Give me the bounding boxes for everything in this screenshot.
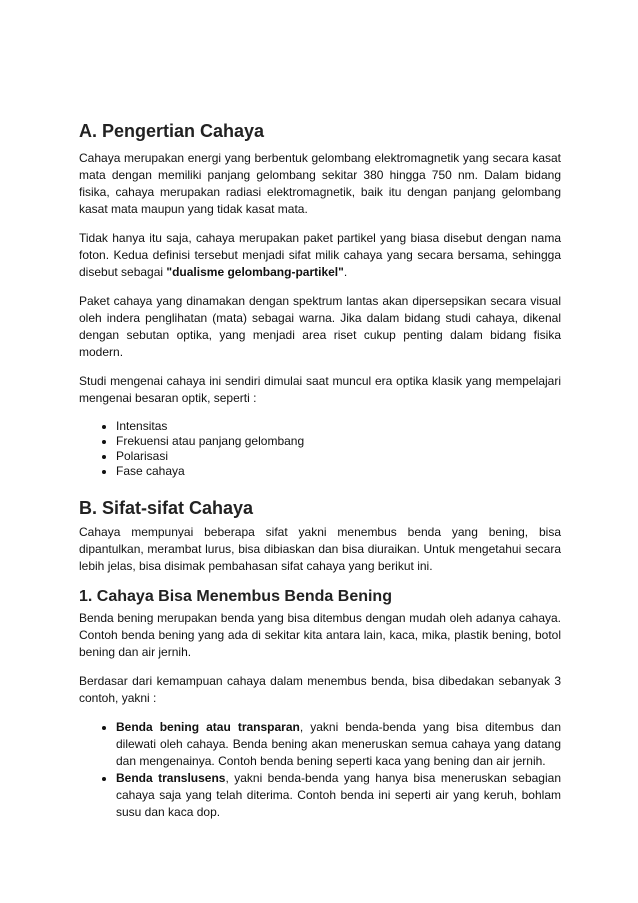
list-item-text: , yakni benda-benda yang bisa ditembus dan dilewati oleh cahaya. Benda bening akan meneruskan semua cahaya yang datang dan mengenainya. Contoh benda bening seperti kaca yang bening dan air jernih. — [116, 720, 561, 768]
paragraph-text: Tidak hanya itu saja, cahaya merupakan paket partikel yang biasa disebut dengan nama foton. Kedua definisi tersebut menjadi sifat milik cahaya yang secara bersama, sehingga disebut sebagai — [79, 231, 561, 279]
object-types-list — [79, 719, 561, 821]
bold-term: "dualisme gelombang-partikel" — [166, 265, 344, 279]
list-item: • Fase cahaya — [116, 464, 561, 479]
document-page — [79, 120, 561, 821]
subsection-1-paragraph-2: Berdasar dari kemampuan cahaya dalam menembus benda, bisa dibedakan sebanyak 3 contoh, yakni : — [79, 674, 561, 705]
section-b-paragraph-1: Cahaya mempunyai beberapa sifat yakni menembus benda yang bening, bisa dipantulkan, merambat lurus, bisa dibiaskan dan bisa diuraikan. Untuk mengetahui secara lebih jelas, bisa disimak pembahasan sifat cahaya yang berikut ini. — [79, 525, 561, 573]
subsection-1-heading: 1. Cahaya Bisa Menembus Benda Bening — [79, 588, 392, 605]
list-item: • Frekuensi atau panjang gelombang — [116, 434, 561, 449]
section-a-paragraph-3: Paket cahaya yang dinamakan dengan spektrum lantas akan dipersepsikan secara visual oleh indera penglihatan (mata) sebagai warna. Jika dalam bidang studi cahaya, dikenal dengan sebutan optika, yang menjadi area riset cukup penting dalam bidang fisika modern. — [79, 294, 561, 359]
paragraph-text: . — [343, 265, 348, 279]
optics-quantities-list — [79, 419, 561, 479]
subsection-1-paragraph-1: Benda bening merupakan benda yang bisa ditembus dengan mudah oleh adanya cahaya. Contoh benda bening yang ada di sekitar kita antara lain, kaca, mika, plastik bening, botol bening dan air jernih. — [79, 611, 561, 659]
section-a-paragraph-4: Studi mengenai cahaya ini sendiri dimulai saat muncul era optika klasik yang mempelajari mengenai besaran optik, seperti : — [79, 374, 561, 405]
list-item — [116, 719, 561, 770]
bold-term: Benda bening atau transparan — [116, 720, 300, 734]
list-item: • Intensitas — [116, 419, 561, 434]
section-a-heading: A. Pengertian Cahaya — [79, 121, 265, 141]
list-item-text: , yakni benda-benda yang hanya bisa meneruskan sebagian cahaya saja yang telah diterima. Contoh benda ini seperti air yang keruh, bohlam susu dan kaca dop. — [116, 771, 561, 819]
bold-term: Benda translusens — [116, 771, 226, 785]
section-a-paragraph-1: Cahaya merupakan energi yang berbentuk gelombang elektromagnetik yang secara kasat mata dengan memiliki panjang gelombang sekitar 380 hingga 750 nm. Dalam bidang fisika, cahaya merupakan radiasi elektromagnetik, baik itu dengan panjang gelombang kasat mata maupun yang tidak kasat mata. — [79, 151, 561, 216]
section-a-paragraph-2 — [79, 230, 561, 281]
section-b-heading: B. Sifat-sifat Cahaya — [79, 498, 254, 518]
list-item — [116, 770, 561, 821]
list-item: • Polarisasi — [116, 449, 561, 464]
